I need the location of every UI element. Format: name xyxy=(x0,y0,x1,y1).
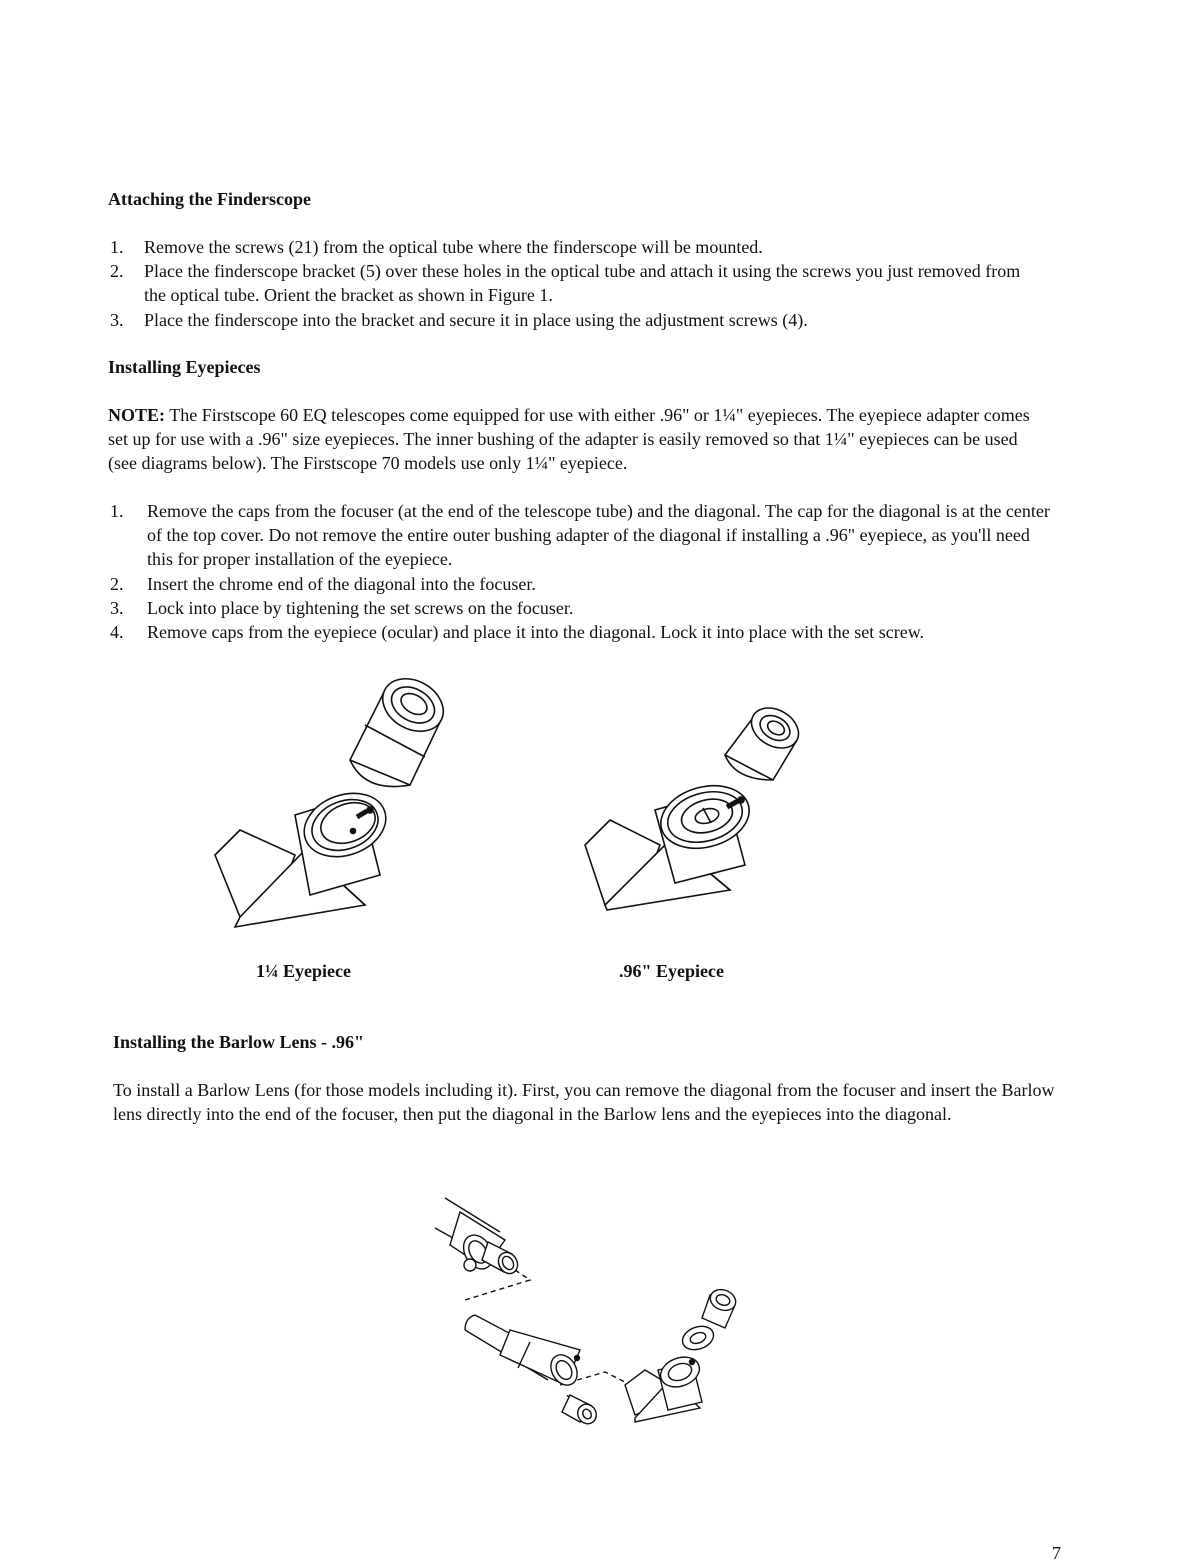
list-item: Place the finderscope bracket (5) over these holes in the optical tube and attach it using the screws you just removed from the optical tube. Orient the bracket as shown in Figure 1. xyxy=(144,261,1021,305)
section-heading-finderscope: Attaching the Finderscope xyxy=(108,189,311,209)
section-heading-eyepieces: Installing Eyepieces xyxy=(108,357,261,377)
eyepiece-125-diagram xyxy=(205,665,445,950)
note-label: NOTE: xyxy=(108,405,166,425)
note-text: The Firstscope 60 EQ telescopes come equipped for use with either .96" or 1¼" eyepieces. The eyepiece adapter comes set up for use with a .96" size eyepieces. The inner bushing of the adapter is easily removed so that 1¼" eyepieces can be used (see diagrams below). The Firstscope 70 models use only 1¼" eyepiece. xyxy=(108,405,1030,473)
list-item: Remove caps from the eyepiece (ocular) and place it into the diagonal. Lock it into place with the set screw. xyxy=(147,622,925,642)
list-item-number: 1. xyxy=(110,237,124,257)
list-item-number: 1. xyxy=(110,501,124,521)
figure-caption-125: 1¼ Eyepiece xyxy=(256,961,351,981)
list-item: Place the finderscope into the bracket and secure it in place using the adjustment screws (4). xyxy=(144,310,808,330)
list-item: Insert the chrome end of the diagonal into the focuser. xyxy=(147,574,536,594)
list-item-number: 2. xyxy=(110,574,124,594)
list-item-number: 2. xyxy=(110,261,124,281)
list-item: Remove the screws (21) from the optical tube where the finderscope will be mounted. xyxy=(144,237,763,257)
note-paragraph xyxy=(108,403,1048,475)
list-item-number: 3. xyxy=(110,598,124,618)
figure-caption-096: .96" Eyepiece xyxy=(619,961,724,981)
list-item: Remove the caps from the focuser (at the end of the telescope tube) and the diagonal. The cap for the diagonal is at the center of the top cover. Do not remove the entire outer bushing adapter of the diagonal if installing a .96" eyepiece, as you'll need this for proper installation of the eyepiece. xyxy=(147,501,1050,569)
barlow-paragraph: To install a Barlow Lens (for those models including it). First, you can remove the diagonal from the focuser and insert the Barlow lens directly into the end of the focuser, then put the diagonal in the Barlow lens and the eyepieces into the diagonal. xyxy=(113,1080,1055,1124)
list-item: Lock into place by tightening the set screws on the focuser. xyxy=(147,598,574,618)
barlow-assembly-diagram xyxy=(430,1190,760,1440)
page-number: 7 xyxy=(1052,1543,1061,1563)
eyepiece-096-diagram xyxy=(575,695,815,920)
list-item-number: 4. xyxy=(110,622,124,642)
section-heading-barlow: Installing the Barlow Lens - .96" xyxy=(113,1032,365,1052)
list-item-number: 3. xyxy=(110,310,124,330)
